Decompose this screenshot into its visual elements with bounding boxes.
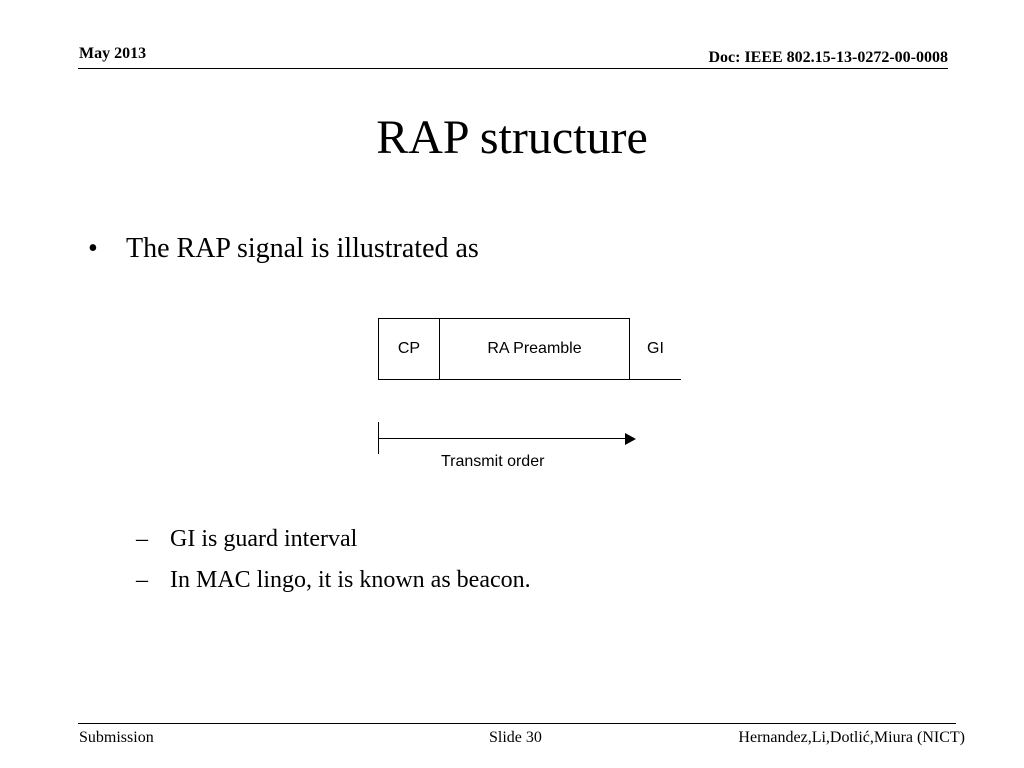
transmit-order-label: Transmit order <box>441 453 545 470</box>
bullet-item <box>88 229 479 269</box>
footer-submission: Submission <box>79 729 154 746</box>
transmit-order-arrow-line <box>379 438 627 439</box>
sub-bullet-item <box>136 524 357 554</box>
segment-ra-preamble: RA Preamble <box>440 318 630 379</box>
sub-bullet-text: GI is guard interval <box>170 526 358 552</box>
segment-cp: CP <box>378 318 440 379</box>
sub-bullet-item <box>136 565 531 595</box>
bullet-marker: • <box>88 233 98 264</box>
segment-gi: GI <box>647 339 664 357</box>
header-doc-id: Doc: IEEE 802.15-13-0272-00-0008 <box>708 49 948 66</box>
footer-authors: Hernandez,Li,Dotlić,Miura (NICT) <box>738 729 965 746</box>
arrow-head-icon <box>625 433 636 445</box>
sub-bullet-text: In MAC lingo, it is known as beacon. <box>170 567 531 593</box>
sub-bullet-marker: – <box>136 567 148 593</box>
sub-bullet-marker: – <box>136 526 148 552</box>
bullet-text: The RAP signal is illustrated as <box>126 233 479 264</box>
frame-bottom-border <box>378 379 681 380</box>
header-divider <box>78 68 948 69</box>
footer-divider <box>78 723 956 724</box>
footer-slide-number: Slide 30 <box>489 729 542 746</box>
slide-title: RAP structure <box>376 111 648 164</box>
rap-frame-diagram <box>378 318 681 379</box>
header-date: May 2013 <box>79 45 147 62</box>
